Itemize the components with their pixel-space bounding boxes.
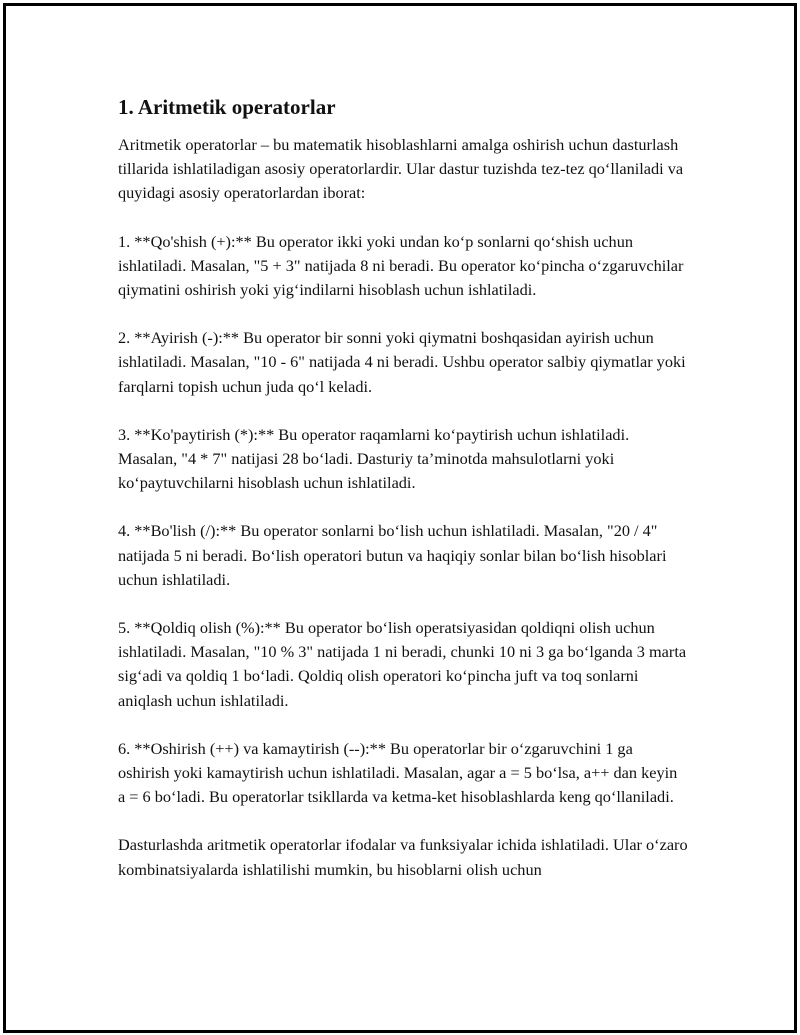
document-body bbox=[118, 93, 688, 906]
closing-paragraph: Dasturlashda aritmetik operatorlar ifodalar va funksiyalar ichida ishlatiladi. Ular o‘zaro kombinatsiyalarda ishlatilishi mumkin, bu hisoblarni olish uchun bbox=[118, 835, 688, 879]
modulo-paragraph: 5. **Qoldiq olish (%):** Bu operator bo‘lish operatsiyasidan qoldiqni olish uchun ishlatiladi. Masalan, "10 % 3" natijada 1 ni beradi, chunki 10 ni 3 ga bo‘lganda 3 marta sig‘adi va qoldiq 1 bo‘ladi. Qoldiq olish operatori ko‘pincha juft va toq sonlarni aniqlash uchun ishlatiladi. bbox=[118, 618, 687, 710]
subtraction-paragraph: 2. **Ayirish (-):** Bu operator bir sonni yoki qiymatni boshqasidan ayirish uchun ishlatiladi. Masalan, "10 - 6" natijada 4 ni beradi. Ushbu operator salbiy qiymatlar yoki farqlarni topish uchun juda qo‘l keladi. bbox=[118, 328, 686, 396]
multiplication-paragraph: 3. **Ko'paytirish (*):** Bu operator raqamlarni ko‘paytirish uchun ishlatiladi. Masalan, "4 * 7" natijasi 28 bo‘ladi. Dasturiy ta’minotda mahsulotlarni yoki ko‘paytuvchilarni hisoblash uchun ishlatiladi. bbox=[118, 424, 630, 493]
increment-decrement-paragraph: 6. **Oshirish (++) va kamaytirish (--):** Bu operatorlar bir o‘zgaruvchini 1 ga oshirish yoki kamaytirish uchun ishlatiladi. Masalan, agar a = 5 bo‘lsa, a++ dan keyin a = 6 bo‘ladi. Bu operatorlar tsikllarda va ketma-ket hisoblashlarda keng qo‘llaniladi. bbox=[118, 738, 678, 807]
addition-paragraph: 1. **Qo'shish (+):** Bu operator ikki yoki undan ko‘p sonlarni qo‘shish uchun ishlatiladi. Masalan, "5 + 3" natijada 8 ni beradi. Bu operator ko‘pincha o‘zgaruvchilar qiymatini oshirish yoki yig‘indilarni hisoblash uchun ishlatiladi. bbox=[118, 231, 684, 300]
section-heading: 1. Aritmetik operatorlar bbox=[118, 95, 336, 119]
intro-paragraph: Aritmetik operatorlar – bu matematik hisoblashlarni amalga oshirish uchun dasturlash tillarida ishlatiladigan asosiy operatorlardir. Ular dastur tuzishda tez-tez qo‘llaniladi va quyidagi asosiy operatorlardan iborat: bbox=[118, 135, 684, 203]
division-paragraph: 4. **Bo'lish (/):** Bu operator sonlarni bo‘lish uchun ishlatiladi. Masalan, "20 / 4" natijada 5 ni beradi. Bo‘lish operatori butun va haqiqiy sonlar bilan bo‘lish hisoblari uchun ishlatiladi. bbox=[118, 521, 667, 589]
